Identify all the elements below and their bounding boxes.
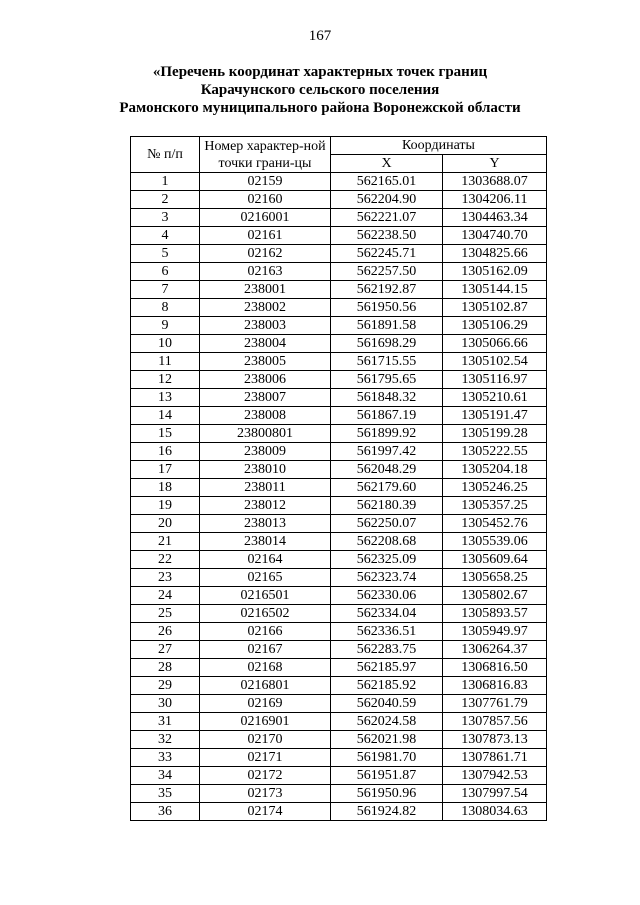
table-row	[131, 479, 547, 497]
y-coordinate-cell: 1305246.25	[443, 479, 547, 497]
point-number-cell: 238003	[200, 317, 331, 335]
table-row	[131, 767, 547, 785]
table-row	[131, 569, 547, 587]
x-coordinate-cell: 562221.07	[331, 209, 443, 227]
x-coordinate-cell: 562238.50	[331, 227, 443, 245]
y-coordinate-cell: 1307873.13	[443, 731, 547, 749]
point-number-cell: 02161	[200, 227, 331, 245]
point-number-cell: 02169	[200, 695, 331, 713]
x-coordinate-cell: 562245.71	[331, 245, 443, 263]
table-row	[131, 407, 547, 425]
row-number-cell: 11	[131, 353, 200, 371]
x-coordinate-cell: 562208.68	[331, 533, 443, 551]
table-row	[131, 605, 547, 623]
point-number-cell: 238010	[200, 461, 331, 479]
x-coordinate-cell: 561950.56	[331, 299, 443, 317]
y-coordinate-cell: 1308034.63	[443, 803, 547, 821]
y-coordinate-cell: 1307942.53	[443, 767, 547, 785]
x-coordinate-cell: 562165.01	[331, 173, 443, 191]
x-coordinate-cell: 562250.07	[331, 515, 443, 533]
row-number-cell: 21	[131, 533, 200, 551]
y-coordinate-cell: 1305162.09	[443, 263, 547, 281]
point-number-cell: 02173	[200, 785, 331, 803]
table-row	[131, 209, 547, 227]
table-row	[131, 749, 547, 767]
coordinates-table	[130, 136, 547, 821]
x-coordinate-cell: 562040.59	[331, 695, 443, 713]
x-coordinate-cell: 562180.39	[331, 497, 443, 515]
point-number-cell: 238002	[200, 299, 331, 317]
row-number-cell: 23	[131, 569, 200, 587]
table-row	[131, 713, 547, 731]
x-coordinate-cell: 561899.92	[331, 425, 443, 443]
x-coordinate-cell: 562185.97	[331, 659, 443, 677]
x-coordinate-cell: 561997.42	[331, 443, 443, 461]
row-number-cell: 24	[131, 587, 200, 605]
table-row	[131, 317, 547, 335]
table-row	[131, 389, 547, 407]
y-coordinate-cell: 1305102.54	[443, 353, 547, 371]
x-coordinate-cell: 562323.74	[331, 569, 443, 587]
row-number-cell: 30	[131, 695, 200, 713]
point-number-cell: 0216901	[200, 713, 331, 731]
y-coordinate-cell: 1305102.87	[443, 299, 547, 317]
point-number-cell: 02170	[200, 731, 331, 749]
x-coordinate-cell: 562192.87	[331, 281, 443, 299]
x-coordinate-cell: 561951.87	[331, 767, 443, 785]
row-number-cell: 3	[131, 209, 200, 227]
header-row-number: № п/п	[131, 137, 200, 173]
table-row	[131, 173, 547, 191]
table-row	[131, 677, 547, 695]
point-number-cell: 02163	[200, 263, 331, 281]
point-number-cell: 02159	[200, 173, 331, 191]
y-coordinate-cell: 1305066.66	[443, 335, 547, 353]
y-coordinate-cell: 1304463.34	[443, 209, 547, 227]
x-coordinate-cell: 561698.29	[331, 335, 443, 353]
document-title	[0, 63, 640, 117]
x-coordinate-cell: 561848.32	[331, 389, 443, 407]
row-number-cell: 17	[131, 461, 200, 479]
x-coordinate-cell: 561924.82	[331, 803, 443, 821]
point-number-cell: 02168	[200, 659, 331, 677]
point-number-cell: 23800801	[200, 425, 331, 443]
table-row	[131, 227, 547, 245]
table-row	[131, 623, 547, 641]
y-coordinate-cell: 1305210.61	[443, 389, 547, 407]
x-coordinate-cell: 562334.04	[331, 605, 443, 623]
header-y: Y	[443, 155, 547, 173]
table-body	[131, 173, 547, 821]
y-coordinate-cell: 1305658.25	[443, 569, 547, 587]
table-row	[131, 299, 547, 317]
row-number-cell: 27	[131, 641, 200, 659]
point-number-cell: 238007	[200, 389, 331, 407]
point-number-cell: 02172	[200, 767, 331, 785]
row-number-cell: 10	[131, 335, 200, 353]
point-number-cell: 0216501	[200, 587, 331, 605]
row-number-cell: 18	[131, 479, 200, 497]
row-number-cell: 32	[131, 731, 200, 749]
x-coordinate-cell: 561867.19	[331, 407, 443, 425]
point-number-cell: 238014	[200, 533, 331, 551]
y-coordinate-cell: 1305116.97	[443, 371, 547, 389]
page-number: 167	[308, 28, 332, 44]
table-row	[131, 245, 547, 263]
table-row	[131, 533, 547, 551]
y-coordinate-cell: 1307857.56	[443, 713, 547, 731]
y-coordinate-cell: 1304825.66	[443, 245, 547, 263]
row-number-cell: 36	[131, 803, 200, 821]
x-coordinate-cell: 562283.75	[331, 641, 443, 659]
y-coordinate-cell: 1304206.11	[443, 191, 547, 209]
point-number-cell: 0216502	[200, 605, 331, 623]
row-number-cell: 5	[131, 245, 200, 263]
point-number-cell: 02166	[200, 623, 331, 641]
table-row	[131, 263, 547, 281]
row-number-cell: 35	[131, 785, 200, 803]
table-row	[131, 335, 547, 353]
y-coordinate-cell: 1305222.55	[443, 443, 547, 461]
y-coordinate-cell: 1305893.57	[443, 605, 547, 623]
title-line-1: «Перечень координат характерных точек границ	[152, 64, 488, 80]
row-number-cell: 20	[131, 515, 200, 533]
table-row	[131, 425, 547, 443]
row-number-cell: 22	[131, 551, 200, 569]
row-number-cell: 34	[131, 767, 200, 785]
table-row	[131, 587, 547, 605]
table-row	[131, 191, 547, 209]
table-row	[131, 659, 547, 677]
y-coordinate-cell: 1305144.15	[443, 281, 547, 299]
table-row	[131, 461, 547, 479]
point-number-cell: 238011	[200, 479, 331, 497]
row-number-cell: 26	[131, 623, 200, 641]
point-number-cell: 0216001	[200, 209, 331, 227]
row-number-cell: 1	[131, 173, 200, 191]
point-number-cell: 238004	[200, 335, 331, 353]
y-coordinate-cell: 1306816.50	[443, 659, 547, 677]
table-row	[131, 281, 547, 299]
y-coordinate-cell: 1304740.70	[443, 227, 547, 245]
table-row	[131, 731, 547, 749]
x-coordinate-cell: 562024.58	[331, 713, 443, 731]
row-number-cell: 25	[131, 605, 200, 623]
row-number-cell: 4	[131, 227, 200, 245]
row-number-cell: 31	[131, 713, 200, 731]
header-coordinates: Координаты	[331, 137, 547, 155]
row-number-cell: 14	[131, 407, 200, 425]
point-number-cell: 238006	[200, 371, 331, 389]
x-coordinate-cell: 562048.29	[331, 461, 443, 479]
table-row	[131, 353, 547, 371]
y-coordinate-cell: 1305199.28	[443, 425, 547, 443]
point-number-cell: 238009	[200, 443, 331, 461]
x-coordinate-cell: 562021.98	[331, 731, 443, 749]
y-coordinate-cell: 1306816.83	[443, 677, 547, 695]
x-coordinate-cell: 562204.90	[331, 191, 443, 209]
x-coordinate-cell: 562257.50	[331, 263, 443, 281]
table-row	[131, 785, 547, 803]
y-coordinate-cell: 1307997.54	[443, 785, 547, 803]
y-coordinate-cell: 1305106.29	[443, 317, 547, 335]
y-coordinate-cell: 1303688.07	[443, 173, 547, 191]
point-number-cell: 02160	[200, 191, 331, 209]
table-row	[131, 497, 547, 515]
point-number-cell: 0216801	[200, 677, 331, 695]
point-number-cell: 238008	[200, 407, 331, 425]
title-line-2: Карачунского сельского поселения	[200, 82, 440, 98]
point-number-cell: 02164	[200, 551, 331, 569]
point-number-cell: 02165	[200, 569, 331, 587]
header-point-number: Номер характер-ной точки грани-цы	[200, 137, 331, 173]
point-number-cell: 02167	[200, 641, 331, 659]
row-number-cell: 29	[131, 677, 200, 695]
row-number-cell: 33	[131, 749, 200, 767]
point-number-cell: 02174	[200, 803, 331, 821]
point-number-cell: 238005	[200, 353, 331, 371]
row-number-cell: 8	[131, 299, 200, 317]
x-coordinate-cell: 562179.60	[331, 479, 443, 497]
row-number-cell: 2	[131, 191, 200, 209]
point-number-cell: 238001	[200, 281, 331, 299]
row-number-cell: 6	[131, 263, 200, 281]
point-number-cell: 02162	[200, 245, 331, 263]
x-coordinate-cell: 561715.55	[331, 353, 443, 371]
x-coordinate-cell: 561950.96	[331, 785, 443, 803]
row-number-cell: 12	[131, 371, 200, 389]
table-row	[131, 695, 547, 713]
row-number-cell: 13	[131, 389, 200, 407]
point-number-cell: 238013	[200, 515, 331, 533]
row-number-cell: 9	[131, 317, 200, 335]
x-coordinate-cell: 561891.58	[331, 317, 443, 335]
x-coordinate-cell: 562325.09	[331, 551, 443, 569]
y-coordinate-cell: 1307861.71	[443, 749, 547, 767]
x-coordinate-cell: 562185.92	[331, 677, 443, 695]
row-number-cell: 28	[131, 659, 200, 677]
table-row	[131, 641, 547, 659]
row-number-cell: 15	[131, 425, 200, 443]
y-coordinate-cell: 1305204.18	[443, 461, 547, 479]
x-coordinate-cell: 561795.65	[331, 371, 443, 389]
y-coordinate-cell: 1306264.37	[443, 641, 547, 659]
row-number-cell: 7	[131, 281, 200, 299]
x-coordinate-cell: 562330.06	[331, 587, 443, 605]
y-coordinate-cell: 1305452.76	[443, 515, 547, 533]
row-number-cell: 19	[131, 497, 200, 515]
y-coordinate-cell: 1305191.47	[443, 407, 547, 425]
y-coordinate-cell: 1305802.67	[443, 587, 547, 605]
row-number-cell: 16	[131, 443, 200, 461]
y-coordinate-cell: 1305609.64	[443, 551, 547, 569]
header-x: X	[331, 155, 443, 173]
y-coordinate-cell: 1305539.06	[443, 533, 547, 551]
y-coordinate-cell: 1305357.25	[443, 497, 547, 515]
x-coordinate-cell: 561981.70	[331, 749, 443, 767]
table-row	[131, 515, 547, 533]
y-coordinate-cell: 1305949.97	[443, 623, 547, 641]
table-row	[131, 803, 547, 821]
table-row	[131, 551, 547, 569]
table-row	[131, 371, 547, 389]
title-line-3: Рамонского муниципального района Воронежской области	[119, 100, 521, 116]
point-number-cell: 238012	[200, 497, 331, 515]
x-coordinate-cell: 562336.51	[331, 623, 443, 641]
table-row	[131, 443, 547, 461]
point-number-cell: 02171	[200, 749, 331, 767]
y-coordinate-cell: 1307761.79	[443, 695, 547, 713]
